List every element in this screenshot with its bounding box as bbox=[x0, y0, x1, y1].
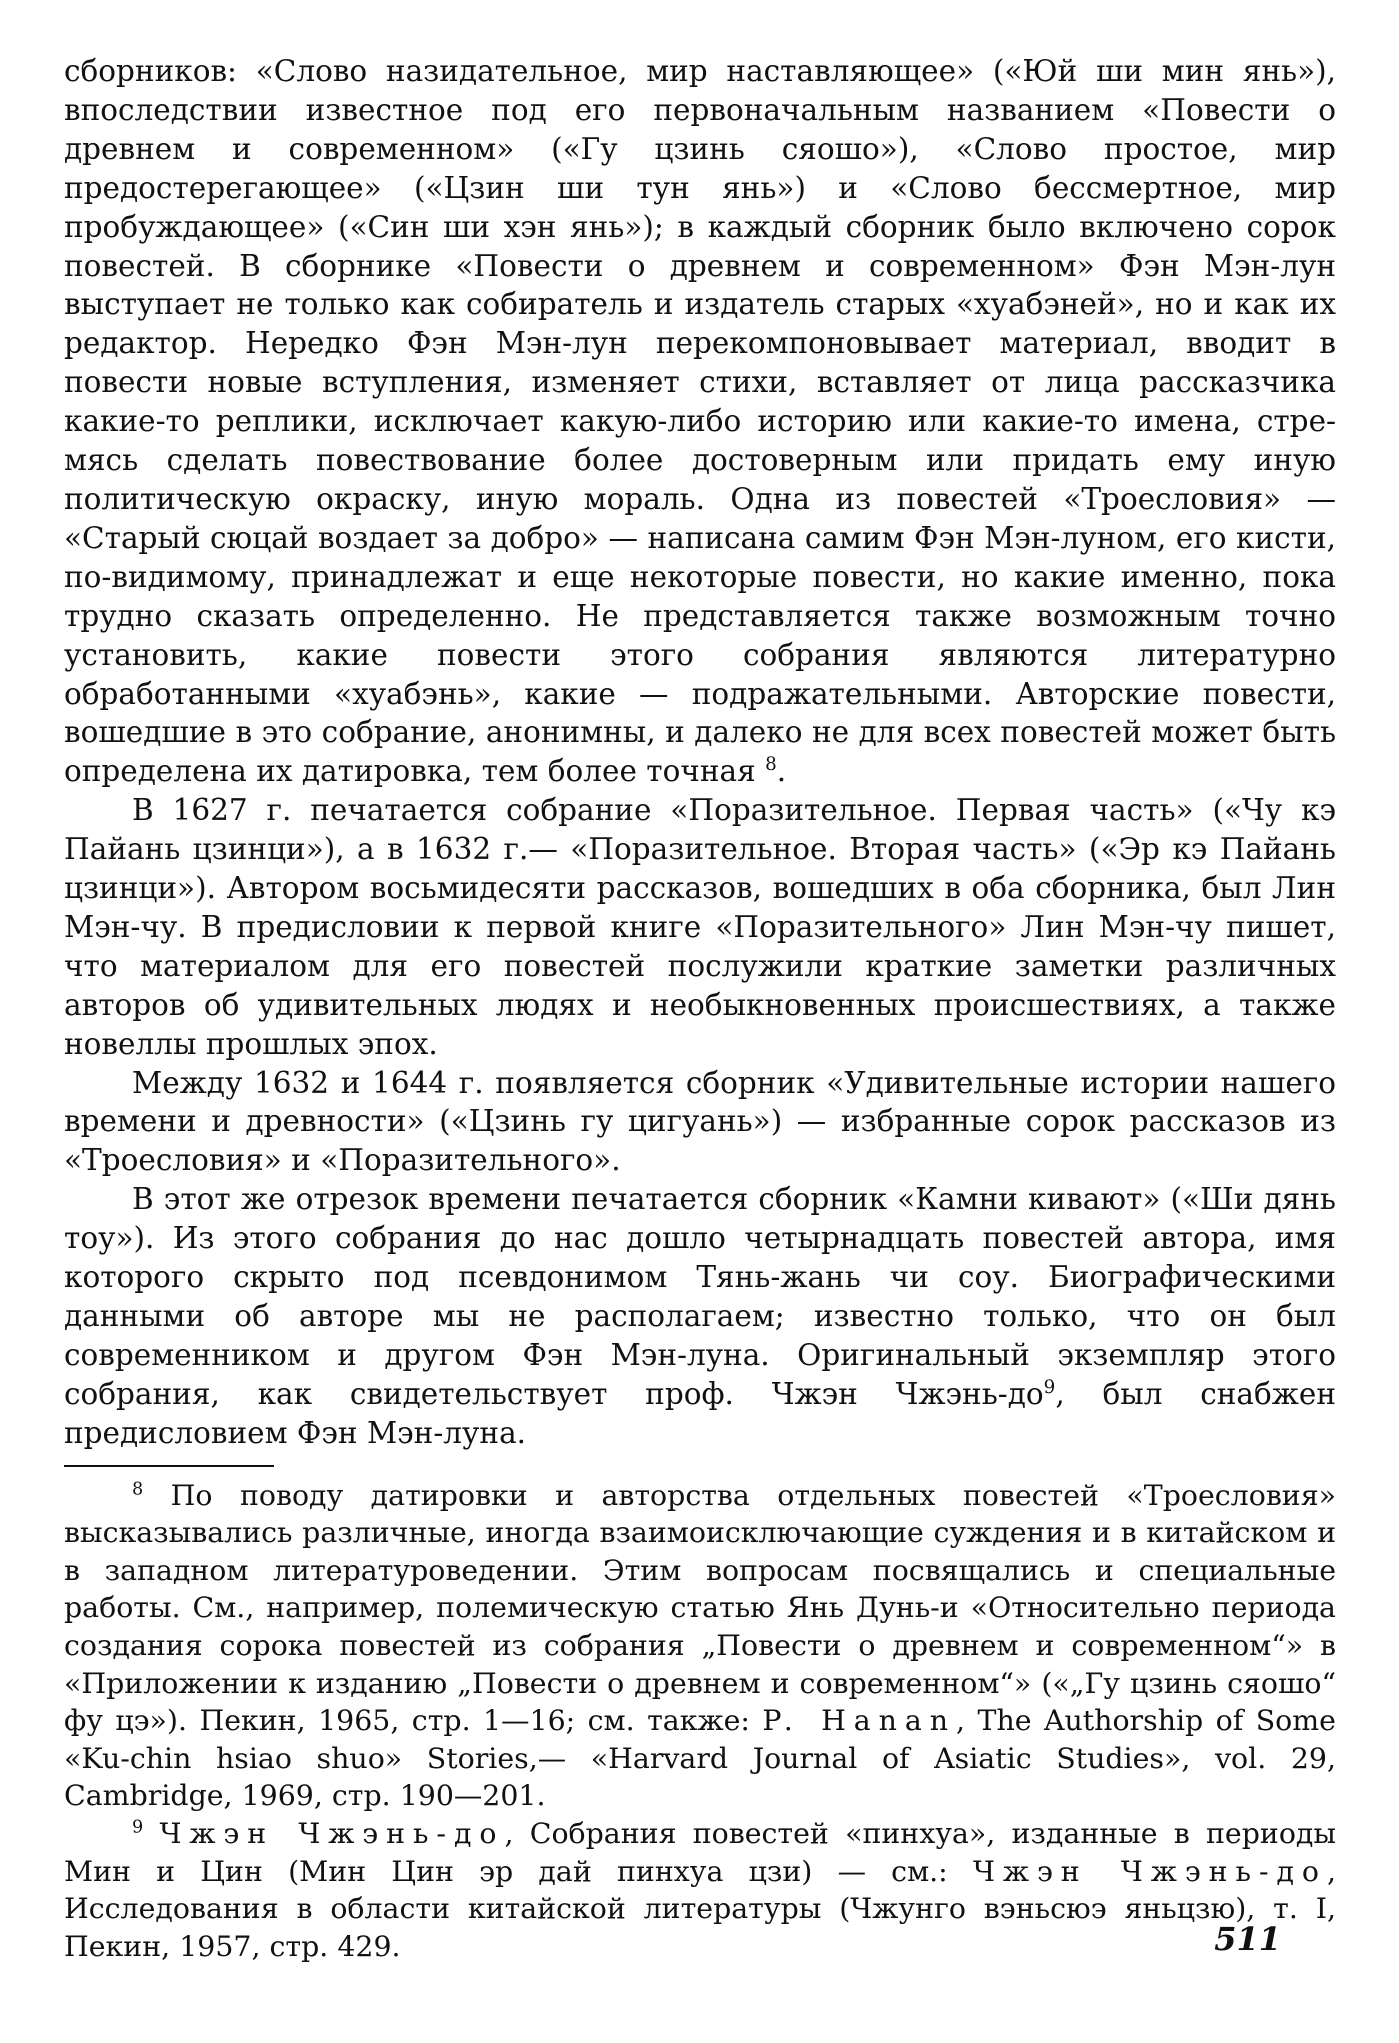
footnote-9-marker: 9 bbox=[132, 1817, 144, 1838]
page-number: 511 bbox=[1214, 1920, 1281, 1958]
page-content bbox=[64, 52, 1336, 1965]
main-text bbox=[64, 52, 1336, 1453]
footnote-9-author: Чжэн Чжэнь-до bbox=[159, 1816, 505, 1850]
footnote-9-text: , Собрания повестей «пинхуа», изданные в периоды Мин и Цин (Мин Цин эр дай пинхуа цзи) — см.: bbox=[64, 1816, 1337, 1888]
footnote-8-text: По поводу датировки и авторства отдельных повестей «Троесловия» высказывались различные, иногда взаимоисключающие суждения и в китайском и в западном литературоведении. Этим вопросам посвящались и специальные работы. См., например, полемическую статью Янь Дунь-и «Относительно периода создания сорока повестей из собрания „Повести о древнем и современном“» в «Приложении к изданию „Повести о древнем и современном“» («„Гу цзинь сяошо“ фу цэ»). Пекин, 1965, стр. 1—16; см. также: bbox=[64, 1478, 1336, 1738]
footnote-8-text-cont: , The Authorship of Some «Ku-chin hsiao shuo» Stories,— «Harvard Journal of Asiatic Studies», vol. 29, Cambridge, 1969, стр. 190—201. bbox=[64, 1704, 1336, 1813]
footnote-ref-9: 9 bbox=[1043, 1376, 1056, 1398]
footnote-8-marker: 8 bbox=[132, 1479, 144, 1500]
footnote-ref-8: 8 bbox=[765, 754, 777, 776]
footnote-9-text-cont: , Исследования в области китайской литературы (Чжунго вэньсюэ яньцзю), т. I, Пекин, 1957, стр. 429. bbox=[64, 1854, 1337, 1963]
paragraph-1: сборников: «Слово назидательное, мир наставляющее» («Юй ши мин янь»), впоследствии известное под его первоначальным названием «Повести о древнем и современном» («Гу цзинь сяошо»), «Слово простое, мир предостерегающее» («Цзин ши тун янь») и «Слово бессмертное, мир пробуждающее» («Син ши хэн янь»); в каждый сборник было включено сорок повестей. В сборнике «Повести о древнем и современном» Фэн Мэн-лун выступает не только как собиратель и издатель старых «хуабэней», но и как их редактор. Нередко Фэн Мэн-лун перекомпоновывает материал, вводит в повести новые вступления, изменяет стихи, вставляет от лица рассказчика какие-то реплики, исключает какую-либо историю или какие-то имена, стремясь сделать повествование более достоверным или придать ему иную политическую окраску, иную мораль. Одна из повестей «Троесловия» — «Старый сюцай воздает за добро» — написана самим Фэн Мэн-луном, его кисти, по-видимому, принадлежат и еще некоторые повести, но какие именно, пока трудно сказать определенно. Не представляется также возможным точно установить, какие повести этого собрания являются литературно обработанными «хуабэнь», какие — подражательными. Авторские повести, вошедшие в это собрание, анонимны, и далеко не для всех повестей может быть определена их датировка, тем более точная $^8$. bbox=[64, 54, 1336, 789]
footnote-8-author: P. Hanan bbox=[762, 1704, 957, 1738]
footnote-9-author-2: Чжэн Чжэнь-до bbox=[972, 1854, 1327, 1888]
paragraph-2: В 1627 г. печатается собрание «Поразительное. Первая часть» («Чу кэ Пайань цзинци»), а в 1632 г.— «Поразительное. Вторая часть» («Эр кэ Пайань цзинци»). Автором восьмидесяти рассказов, вошедших в оба сборника, был Лин Мэн-чу. В предисловии к первой книге «Поразительного» Лин Мэн-чу пишет, что материалом для его повестей послужили краткие заметки различных авторов об удивительных людях и необыкновенных происшествиях, а также новеллы прошлых эпох. bbox=[64, 793, 1336, 1061]
paragraph-4 bbox=[64, 1180, 1336, 1452]
paragraph-4-text: В этот же отрезок времени печатается сборник «Камни кивают» («Ши дянь тоу»). Из этого собрания до нас дошло четырнадцать повестей автора, имя которого скрыто под псевдонимом Тянь-жань чи соу. Биографическими данными об авторе мы не располагаем; известно только, что он был современником и другом Фэн Мэн-луна. Оригинальный экземпляр этого собрания, как свидетельствует проф. Чжэн Чжэнь-до bbox=[64, 1182, 1336, 1411]
paragraph-1-text: сборников: «Слово назидательное, мир наставляющее» («Юй ши мин янь»), впоследствии известное под его первоначальным названием «Повести о древнем и современном» («Гу цзинь сяошо»), «Слово простое, мир предостерегающее» («Цзин ши тун янь») и «Слово бессмертное, мир пробуждающее» («Син ши хэн янь»); в каждый сборник было включено сорок повестей. В сборнике «Повести о древнем и современном» Фэн Мэн-лун выступает не только как собиратель и издатель старых «хуабэней», но и как их редактор. Нередко Фэн Мэн-лун перекомпоновывает материал, вводит в повести новые вступления, изменяет стихи, вставляет от лица рассказчика какие-то реплики, исключает какую-либо историю или какие-то имена, стремясь сделать повествование более достоверным или придать ему иную политическую окраску, иную мораль. Одна из повестей «Троесловия» — «Старый сюцай воздает за добро» — написана самим Фэн Мэн-луном, его кисти, по-видимому, принадлежат и еще некоторые повести, но какие именно, пока трудно сказать определенно. Не представляется также возможным точно установить, какие повести этого собрания являются литературно обработанными «хуабэнь», какие — подражательными. Авторские повести, вошедшие в это собрание, анонимны, и далеко не для всех повестей может быть определена их датировка, тем более точная bbox=[64, 54, 1336, 789]
footnotes bbox=[64, 1477, 1336, 1966]
footnote-separator bbox=[64, 1465, 274, 1467]
paragraph-4-tail: , был снабжен предисловием Фэн Мэн-луна. bbox=[64, 1376, 1336, 1450]
footnote-8 bbox=[64, 1477, 1336, 1815]
paragraph-3: Между 1632 и 1644 г. появляется сборник «Удивительные истории нашего времени и древности» («Цзинь гу цигуань») — избранные сорок рассказов из «Троесловия» и «Поразительного». bbox=[64, 1065, 1336, 1178]
footnote-9 bbox=[64, 1815, 1336, 1965]
